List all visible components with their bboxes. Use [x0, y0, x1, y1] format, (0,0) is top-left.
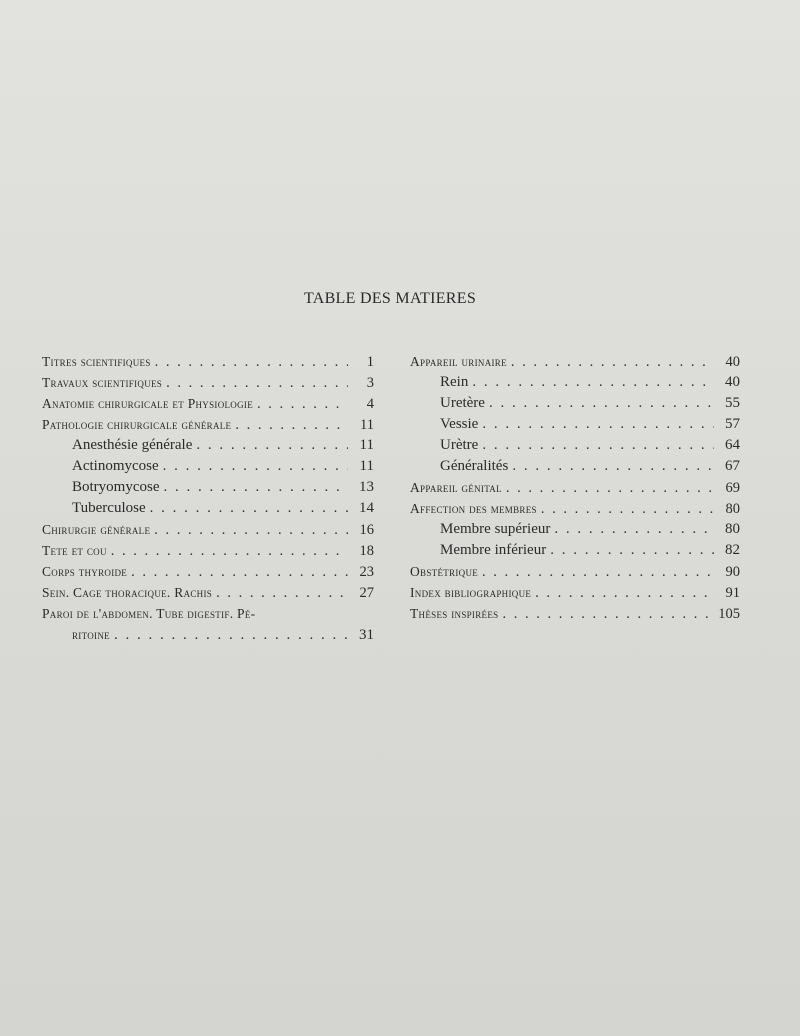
leader-dots [257, 394, 348, 415]
toc-entry-page: 23 [359, 564, 374, 580]
toc-entry [42, 582, 374, 603]
toc-column-right [410, 351, 740, 624]
toc-entry-page: 55 [725, 395, 740, 411]
leader-dots [512, 456, 714, 477]
leader-dots [472, 372, 714, 393]
leader-dots [482, 414, 714, 435]
toc-entry-page: 57 [725, 416, 740, 432]
toc-entry [410, 372, 740, 393]
toc-entry-page: 14 [359, 500, 374, 516]
leader-dots [550, 540, 714, 561]
leader-dots [506, 478, 714, 499]
toc-entry-page: 11 [359, 458, 374, 474]
toc-entry-label: Corps thyroide [42, 564, 128, 579]
toc-entry-label: Actinomycose [72, 458, 159, 474]
leader-dots [114, 625, 348, 646]
toc-entry-label: Index bibliographique [410, 585, 532, 600]
toc-entry-page: 31 [359, 627, 374, 643]
toc-entry-page: 80 [725, 501, 740, 517]
toc-entry-label: Paroi de l'abdomen. Tube digestif. Pé- [42, 606, 256, 621]
toc-entry-label: Sein. Cage thoracique. Rachis [42, 585, 213, 600]
toc-entry-page: 27 [359, 585, 374, 601]
toc-entry [410, 603, 740, 624]
toc-entry [42, 414, 374, 435]
toc-entry [410, 435, 740, 456]
toc-entry-page: 1 [366, 354, 374, 370]
leader-dots [554, 519, 714, 540]
toc-entry [42, 624, 374, 645]
toc-entry-page: 64 [725, 437, 740, 453]
leader-dots [131, 562, 348, 583]
toc-entry-page: 11 [359, 437, 374, 453]
toc-entry-label: Tete et cou [42, 543, 107, 558]
leader-dots [164, 477, 349, 498]
toc-entry-label: Botryomycose [72, 479, 160, 495]
toc-entry-label: Urètre [440, 437, 479, 453]
leader-dots [482, 435, 714, 456]
leader-dots [154, 520, 348, 541]
toc-entry [410, 351, 740, 372]
toc-entry-label: Tuberculose [72, 500, 146, 516]
toc-entry [42, 351, 374, 372]
page-title: TABLE DES MATIERES [303, 290, 477, 307]
toc-entry [410, 393, 740, 414]
toc-entry [42, 540, 374, 561]
leader-dots [502, 604, 714, 625]
toc-entry-page: 80 [725, 521, 740, 537]
toc-entry [42, 372, 374, 393]
toc-entry-label: Appareil génital [410, 480, 502, 495]
toc-entry-label: Obstétrique [410, 564, 479, 579]
toc-entry [42, 498, 374, 519]
toc-entry-page: 90 [725, 564, 740, 580]
toc-entry [410, 414, 740, 435]
toc-entry-label: Uretère [440, 395, 485, 411]
toc-entry-page: 105 [718, 606, 740, 622]
toc-entry [410, 582, 740, 603]
toc-entry-page: 40 [725, 374, 740, 390]
toc-entry [42, 456, 374, 477]
toc-entry-page: 11 [360, 417, 374, 433]
toc-entry-label: Rein [440, 374, 469, 390]
toc-entry [42, 561, 374, 582]
toc-entry-label: Travaux scientifiques [42, 375, 163, 390]
leader-dots [150, 498, 348, 519]
toc-entry [410, 540, 740, 561]
leader-dots [535, 583, 714, 604]
toc-entry-label: Vessie [440, 416, 479, 432]
toc-entry-label: ritoine [72, 627, 110, 642]
leader-dots [155, 352, 348, 373]
toc-entry-label: Anatomie chirurgicale et Physiologie [42, 396, 254, 411]
toc-entry-label: Affection des membres [410, 501, 537, 516]
leader-dots [511, 352, 714, 373]
toc-entry-page: 4 [366, 396, 374, 412]
toc-entry-label: Pathologie chirurgicale générale [42, 417, 232, 432]
toc-entry [410, 498, 740, 519]
toc-entry-page: 69 [725, 480, 740, 496]
toc-entry [42, 435, 374, 456]
toc-column-left [42, 351, 374, 645]
leader-dots [111, 541, 348, 562]
toc-entry-label: Titres scientifiques [42, 354, 151, 369]
toc-entry [410, 561, 740, 582]
toc-entry [410, 519, 740, 540]
toc-entry-label: Appareil urinaire [410, 354, 507, 369]
toc-entry-page: 40 [725, 354, 740, 370]
toc-entry-page: 13 [359, 479, 374, 495]
toc-entry-page: 82 [725, 542, 740, 558]
leader-dots [489, 393, 714, 414]
toc-entry-label: Chirurgie générale [42, 522, 151, 537]
leader-dots [196, 435, 348, 456]
toc-entry [42, 603, 374, 624]
toc-entry [42, 477, 374, 498]
toc-entry-label: Membre supérieur [440, 521, 551, 537]
leader-dots [235, 415, 348, 436]
toc-entry-label: Généralités [440, 458, 509, 474]
leader-dots [216, 583, 348, 604]
toc-entry-page: 91 [725, 585, 740, 601]
toc-entry-page: 16 [359, 522, 374, 538]
leader-dots [541, 499, 714, 520]
toc-entry [42, 519, 374, 540]
toc-entry [410, 456, 740, 477]
toc-entry [42, 393, 374, 414]
toc-entry [410, 477, 740, 498]
leader-dots [166, 373, 348, 394]
toc-entry-page: 3 [366, 375, 374, 391]
toc-entry-label: Anesthésie générale [72, 437, 193, 453]
leader-dots [163, 456, 348, 477]
leader-dots [482, 562, 714, 583]
toc-entry-label: Membre inférieur [440, 542, 547, 558]
toc-entry-label: Thèses inspirées [410, 606, 499, 621]
toc-entry-page: 67 [725, 458, 740, 474]
toc-entry-page: 18 [359, 543, 374, 559]
